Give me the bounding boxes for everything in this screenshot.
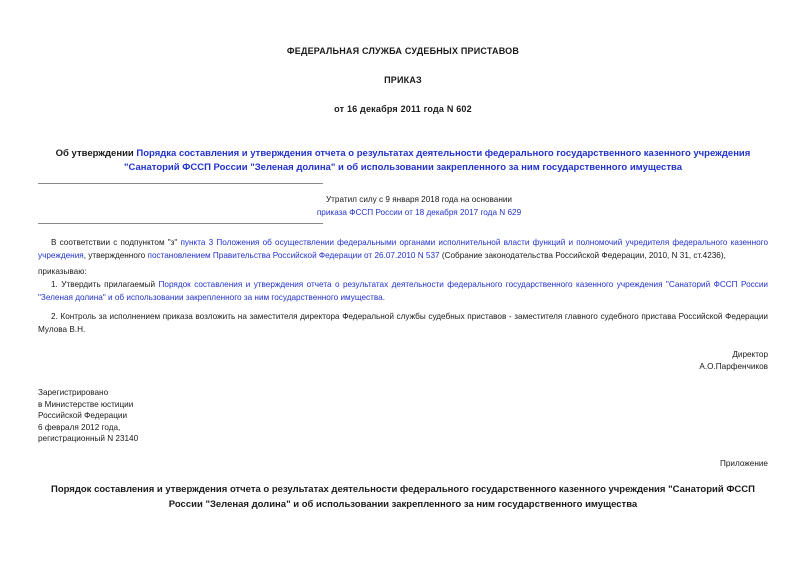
- registration-line: Зарегистрировано: [38, 388, 109, 397]
- government-decree-link[interactable]: постановлением Правительства Российской Федерации от 26.07.2010 N 537: [147, 251, 440, 260]
- paragraph-legal-basis: [38, 236, 768, 262]
- paragraph-legal-basis-end: (Собрание законодательства Российской Федерации, 2010, N 31, ст.4236),: [439, 251, 726, 260]
- order-item-1-text: 1. Утвердить прилагаемый: [51, 280, 159, 289]
- approved-procedure-link[interactable]: Порядок составления и утверждения отчета о результатах деятельности федерального государственного казенного учреждения "Санаторий ФССП России "Зеленая долина" и об использовании закрепленного за ним государственного имущества.: [38, 280, 768, 302]
- paragraph-legal-basis-text: В соответствии с подпунктом "з": [51, 238, 181, 247]
- registration-line: 6 февраля 2012 года,: [38, 422, 121, 432]
- appendix-label: Приложение: [719, 459, 768, 468]
- doc-date: от 16 декабря 2011 года N 602: [334, 104, 472, 114]
- signature-block: [38, 349, 768, 374]
- registration-block: [38, 387, 768, 445]
- divider-bottom: [38, 223, 323, 224]
- registration-line: регистрационный N 23140: [38, 434, 139, 444]
- appendix-title: Порядок составления и утверждения отчета о результатах деятельности федерального государственного казенного учреждения "Санаторий ФССП России "Зеленая долина" и об использовании закрепленного за ним государственного имущества: [51, 484, 755, 510]
- revocation-status: Утратил силу с 9 января 2018 года на основании: [325, 195, 513, 204]
- regulation-clause-link[interactable]: пункта 3 Положения об осуществлении федеральными органами исполнительной власти функций и полномочий учредителя федерального казенного учреждения: [38, 238, 768, 260]
- registration-line: Российской Федерации: [38, 411, 128, 421]
- revocation-order-link[interactable]: приказа ФССП России от 18 декабря 2017 года N 629: [316, 208, 522, 217]
- doc-type-heading: ПРИКАЗ: [384, 75, 422, 85]
- divider-top: [38, 183, 323, 184]
- order-item-2: 2. Контроль за исполнением приказа возложить на заместителя директора Федеральной службы судебных приставов - заместителя главного судебного пристава Российской Федерации Мулова В.Н.: [38, 312, 768, 334]
- order-item-1: [38, 278, 768, 304]
- signer-name: А.О.Парфенчиков: [699, 362, 768, 372]
- signer-position: Директор: [732, 350, 768, 359]
- doc-title-prefix: Об утверждении: [55, 148, 137, 159]
- order-word: приказываю:: [38, 267, 87, 276]
- doc-title-link[interactable]: Порядка составления и утверждения отчета о результатах деятельности федерального государственного казенного учреждения "Санаторий ФССП России "Зеленая долина" и об использовании закрепленного за ним государственного имущества: [124, 148, 751, 173]
- registration-line: в Министерстве юстиции: [38, 399, 134, 409]
- revocation-note: [38, 193, 768, 219]
- org-name: ФЕДЕРАЛЬНАЯ СЛУЖБА СУДЕБНЫХ ПРИСТАВОВ: [286, 46, 520, 56]
- paragraph-legal-basis-mid: , утвержденного: [83, 251, 148, 260]
- doc-title: [38, 147, 768, 174]
